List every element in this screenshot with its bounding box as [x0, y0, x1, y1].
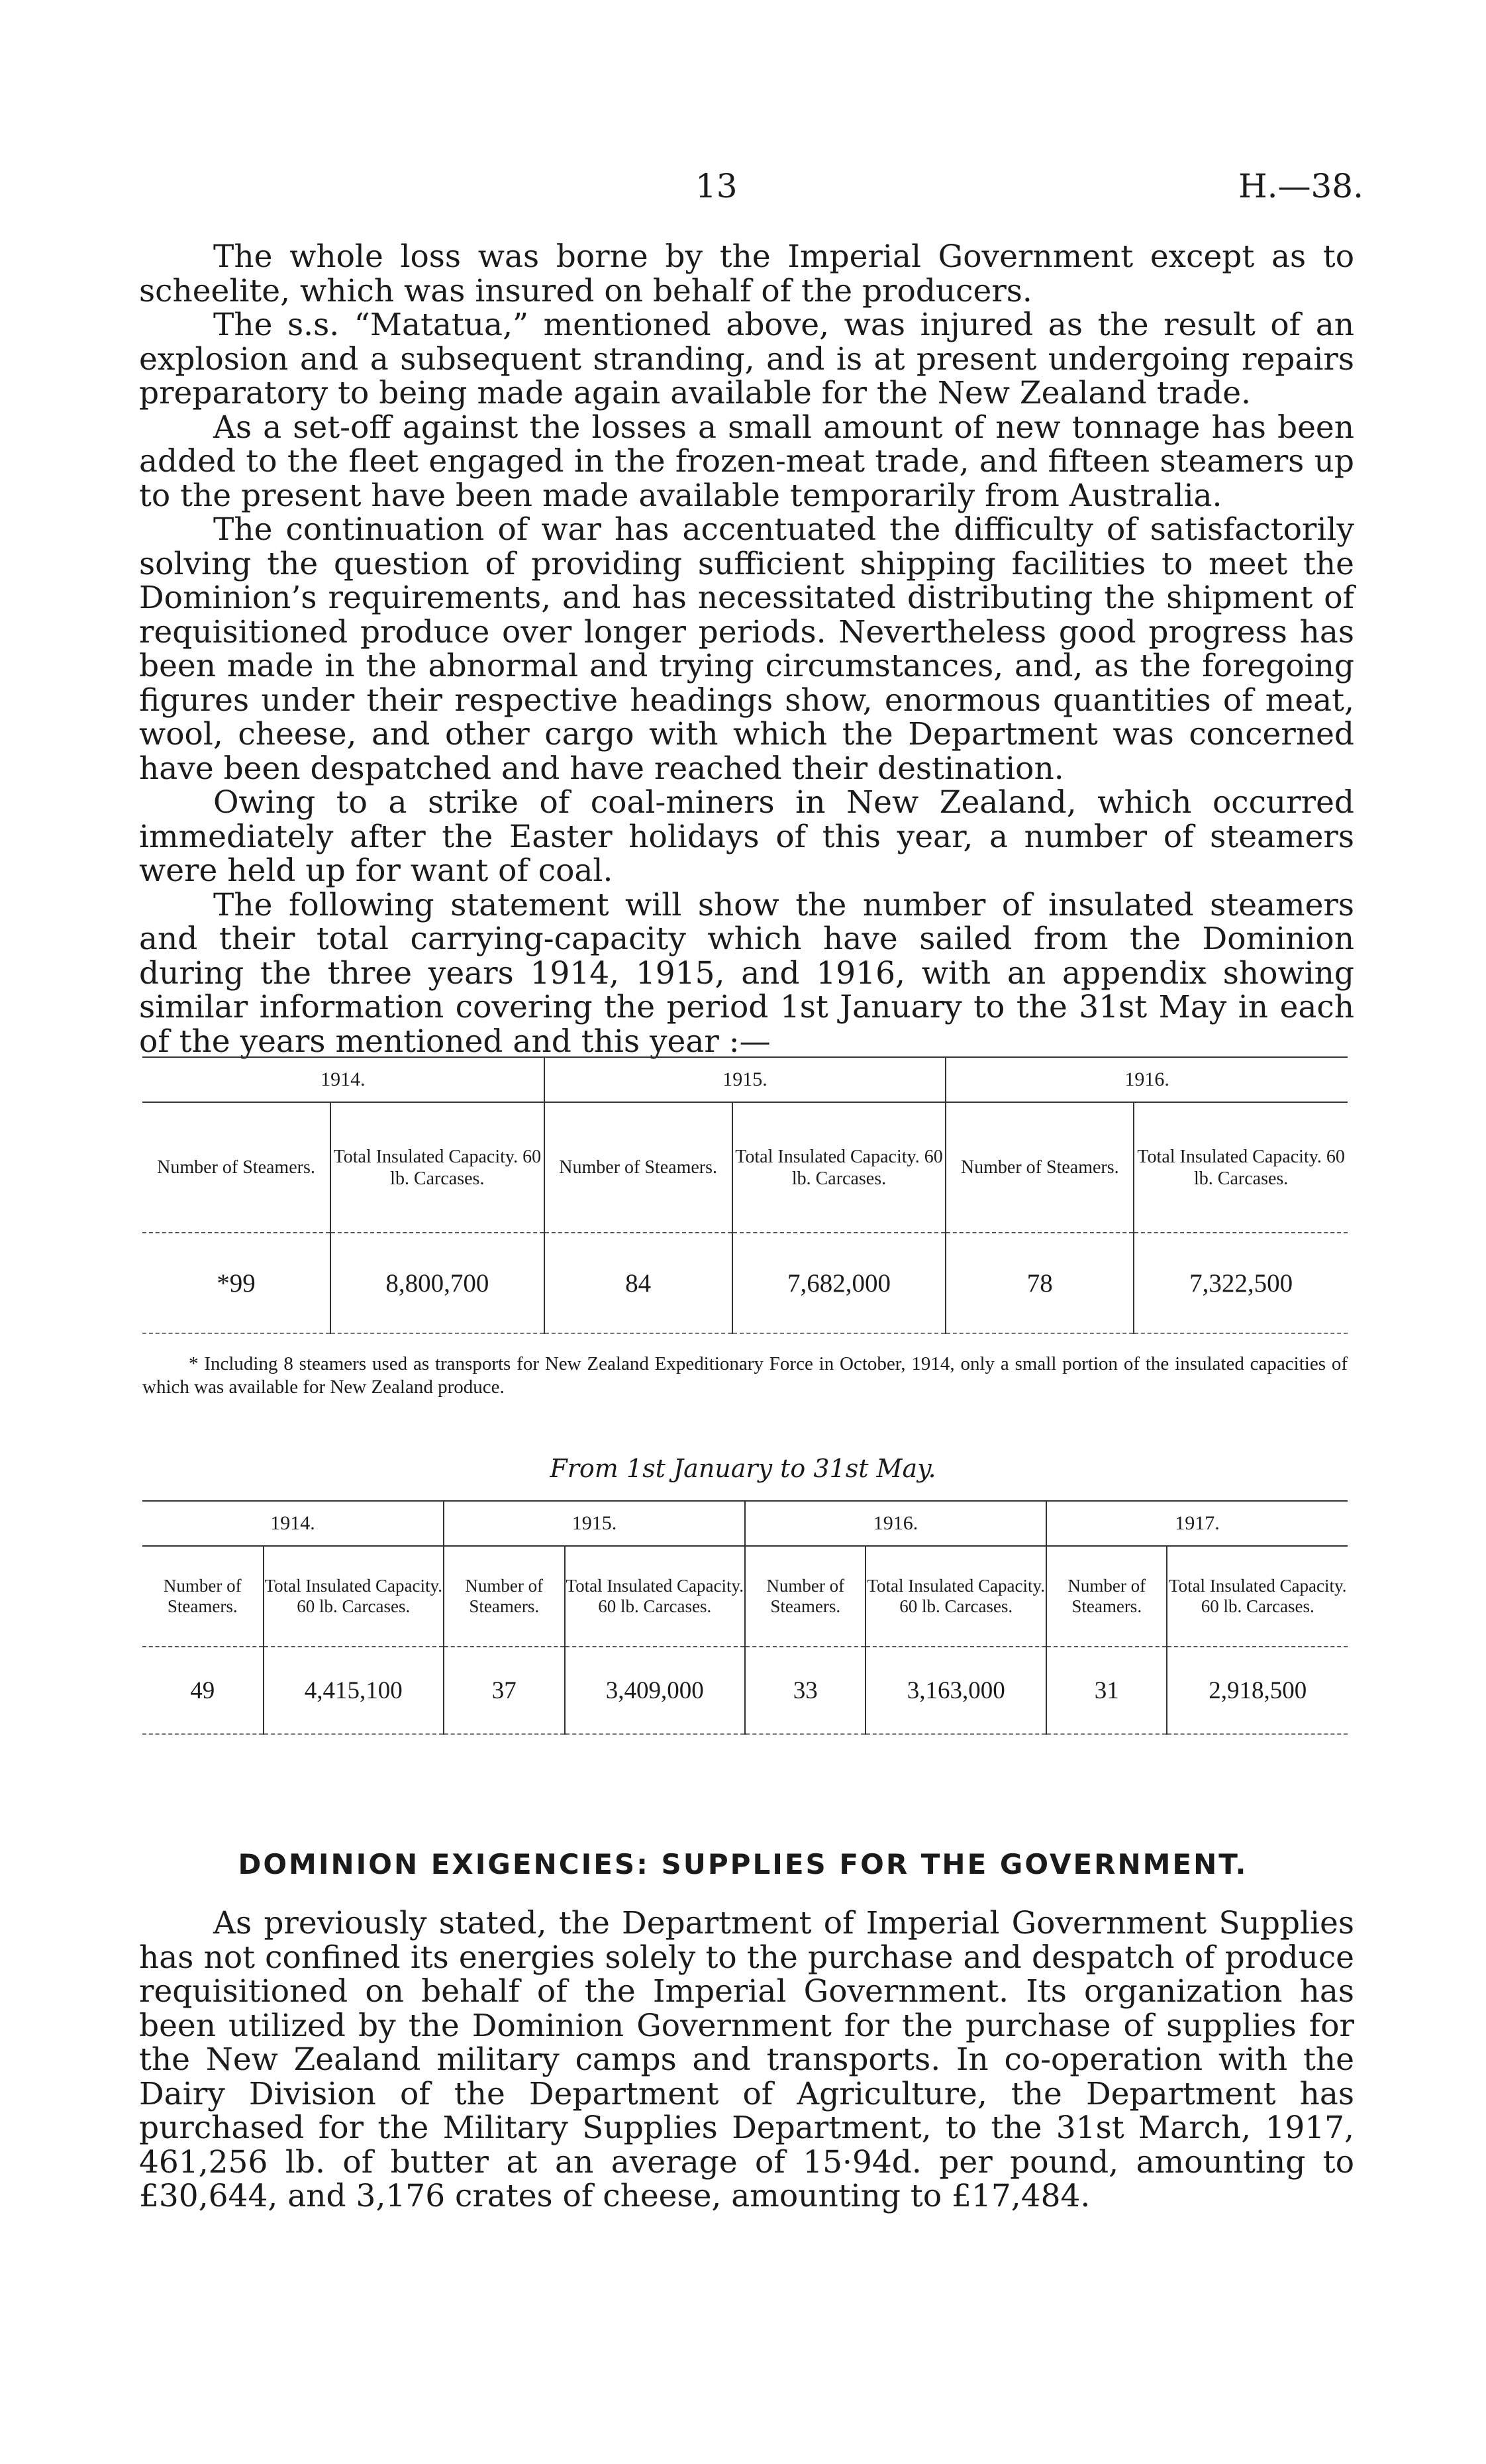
header-steamers: Number of Steamers. — [544, 1102, 732, 1233]
footnote-text: * Including 8 steamers used as transports for New Zealand Expeditionary Force in October, 1914, only a small portion of the insulated capacities of which was available for New Zealand produce. — [142, 1353, 1348, 1398]
header-steamers: Number of Steamers. — [444, 1546, 565, 1647]
steamers-1914: 49 — [142, 1647, 264, 1734]
capacity-1915: 7,682,000 — [732, 1233, 946, 1333]
capacity-1915: 3,409,000 — [565, 1647, 745, 1734]
year-header-1914: 1914. — [142, 1501, 444, 1546]
steamers-1917: 31 — [1046, 1647, 1167, 1734]
partial-year-steamers-table — [142, 1500, 1348, 1735]
table-footnote — [142, 1353, 1348, 1399]
paragraph-supplies: As previously stated, the Department of Imperial Government Supplies has not confined its energies solely to the purchase and despatch of produce requisitioned on behalf of the Imperial Government. Its organization has been utilized by the Dominion Government for the purchase of supplies for the New Zealand military camps and transports. In co-operation with the Dairy Division of the Department of Agriculture, the Department has purchased for the Military Supplies Department, to the 31st March, 1917, 461,256 lb. of butter at an average of 15·94d. per pound, amounting to £30,644, and 3,176 crates of cheese, amounting to £17,484. — [139, 1905, 1354, 2214]
paragraph-strike: Owing to a strike of coal-miners in New Zealand, which occurred immediately after the Easter holidays of this year, a number of steamers were held up for want of coal. — [139, 784, 1354, 889]
paragraph-statement: The following statement will show the number of insulated steamers and their total carrying-capacity which have sailed from the Dominion during the three years 1914, 1915, and 1916, with an appendix showing similar information covering the period 1st January to the 31st May in each of the years mentioned and this year :— — [139, 886, 1354, 1060]
intro-text — [139, 240, 1354, 1058]
header-steamers: Number of Steamers. — [745, 1546, 866, 1647]
header-capacity: Total Insulated Capacity. 60 lb. Carcases. — [866, 1546, 1046, 1647]
header-capacity: Total Insulated Capacity. 60 lb. Carcases. — [732, 1102, 946, 1233]
paragraph-matatua: The s.s. “Matatua,” mentioned above, was injured as the result of an explosion and a subsequent stranding, and is at present undergoing repairs preparatory to being made again available for the New Zealand trade. — [139, 307, 1354, 411]
capacity-1916: 7,322,500 — [1134, 1233, 1348, 1333]
steamers-1915: 84 — [544, 1233, 732, 1333]
header-capacity: Total Insulated Capacity. 60 lb. Carcases. — [1167, 1546, 1348, 1647]
partial-table-title: From 1st January to 31st May. — [550, 1454, 936, 1483]
steamers-1916: 78 — [946, 1233, 1134, 1333]
capacity-1917: 2,918,500 — [1167, 1647, 1348, 1734]
year-header-1916: 1916. — [946, 1057, 1348, 1102]
steamers-1914: *99 — [142, 1233, 330, 1333]
capacity-1916: 3,163,000 — [866, 1647, 1046, 1734]
year-header-1916: 1916. — [745, 1501, 1046, 1546]
header-capacity: Total Insulated Capacity. 60 lb. Carcases. — [264, 1546, 444, 1647]
capacity-1914: 8,800,700 — [330, 1233, 544, 1333]
document-reference: H.—38. — [1238, 167, 1364, 205]
year-header-1915: 1915. — [544, 1057, 946, 1102]
page-number: 13 — [695, 167, 738, 205]
header-capacity: Total Insulated Capacity. 60 lb. Carcases. — [330, 1102, 544, 1233]
paragraph-tonnage: As a set-off against the losses a small amount of new tonnage has been added to the fleet engaged in the frozen-meat trade, and fifteen steamers up to the present have been made available temporarily from Australia. — [139, 409, 1354, 514]
header-capacity: Total Insulated Capacity. 60 lb. Carcases. — [565, 1546, 745, 1647]
header-steamers: Number of Steamers. — [142, 1102, 330, 1233]
section-text — [139, 1906, 1354, 2214]
paragraph-loss: The whole loss was borne by the Imperial Government except as to scheelite, which was insured on behalf of the producers. — [139, 238, 1354, 309]
paragraph-war: The continuation of war has accentuated the difficulty of satisfactorily solving the question of providing sufficient shipping facilities to meet the Dominion’s requirements, and has necessitated distributing the shipment of requisitioned produce over longer periods. Nevertheless good progress has been made in the abnormal and trying circumstances, and, as the foregoing figures under their respective headings show, enormous quantities of meat, wool, cheese, and other cargo with which the Department was concerned have been despatched and have reached their destination. — [139, 511, 1354, 787]
header-steamers: Number of Steamers. — [946, 1102, 1134, 1233]
section-heading: DOMINION EXIGENCIES: SUPPLIES FOR THE GOVERNMENT. — [238, 1848, 1248, 1880]
steamers-1915: 37 — [444, 1647, 565, 1734]
capacity-1914: 4,415,100 — [264, 1647, 444, 1734]
header-steamers: Number of Steamers. — [142, 1546, 264, 1647]
year-header-1914: 1914. — [142, 1057, 544, 1102]
year-header-1917: 1917. — [1046, 1501, 1348, 1546]
year-header-1915: 1915. — [444, 1501, 745, 1546]
annual-steamers-table — [142, 1056, 1348, 1334]
steamers-1916: 33 — [745, 1647, 866, 1734]
header-steamers: Number of Steamers. — [1046, 1546, 1167, 1647]
header-capacity: Total Insulated Capacity. 60 lb. Carcases. — [1134, 1102, 1348, 1233]
